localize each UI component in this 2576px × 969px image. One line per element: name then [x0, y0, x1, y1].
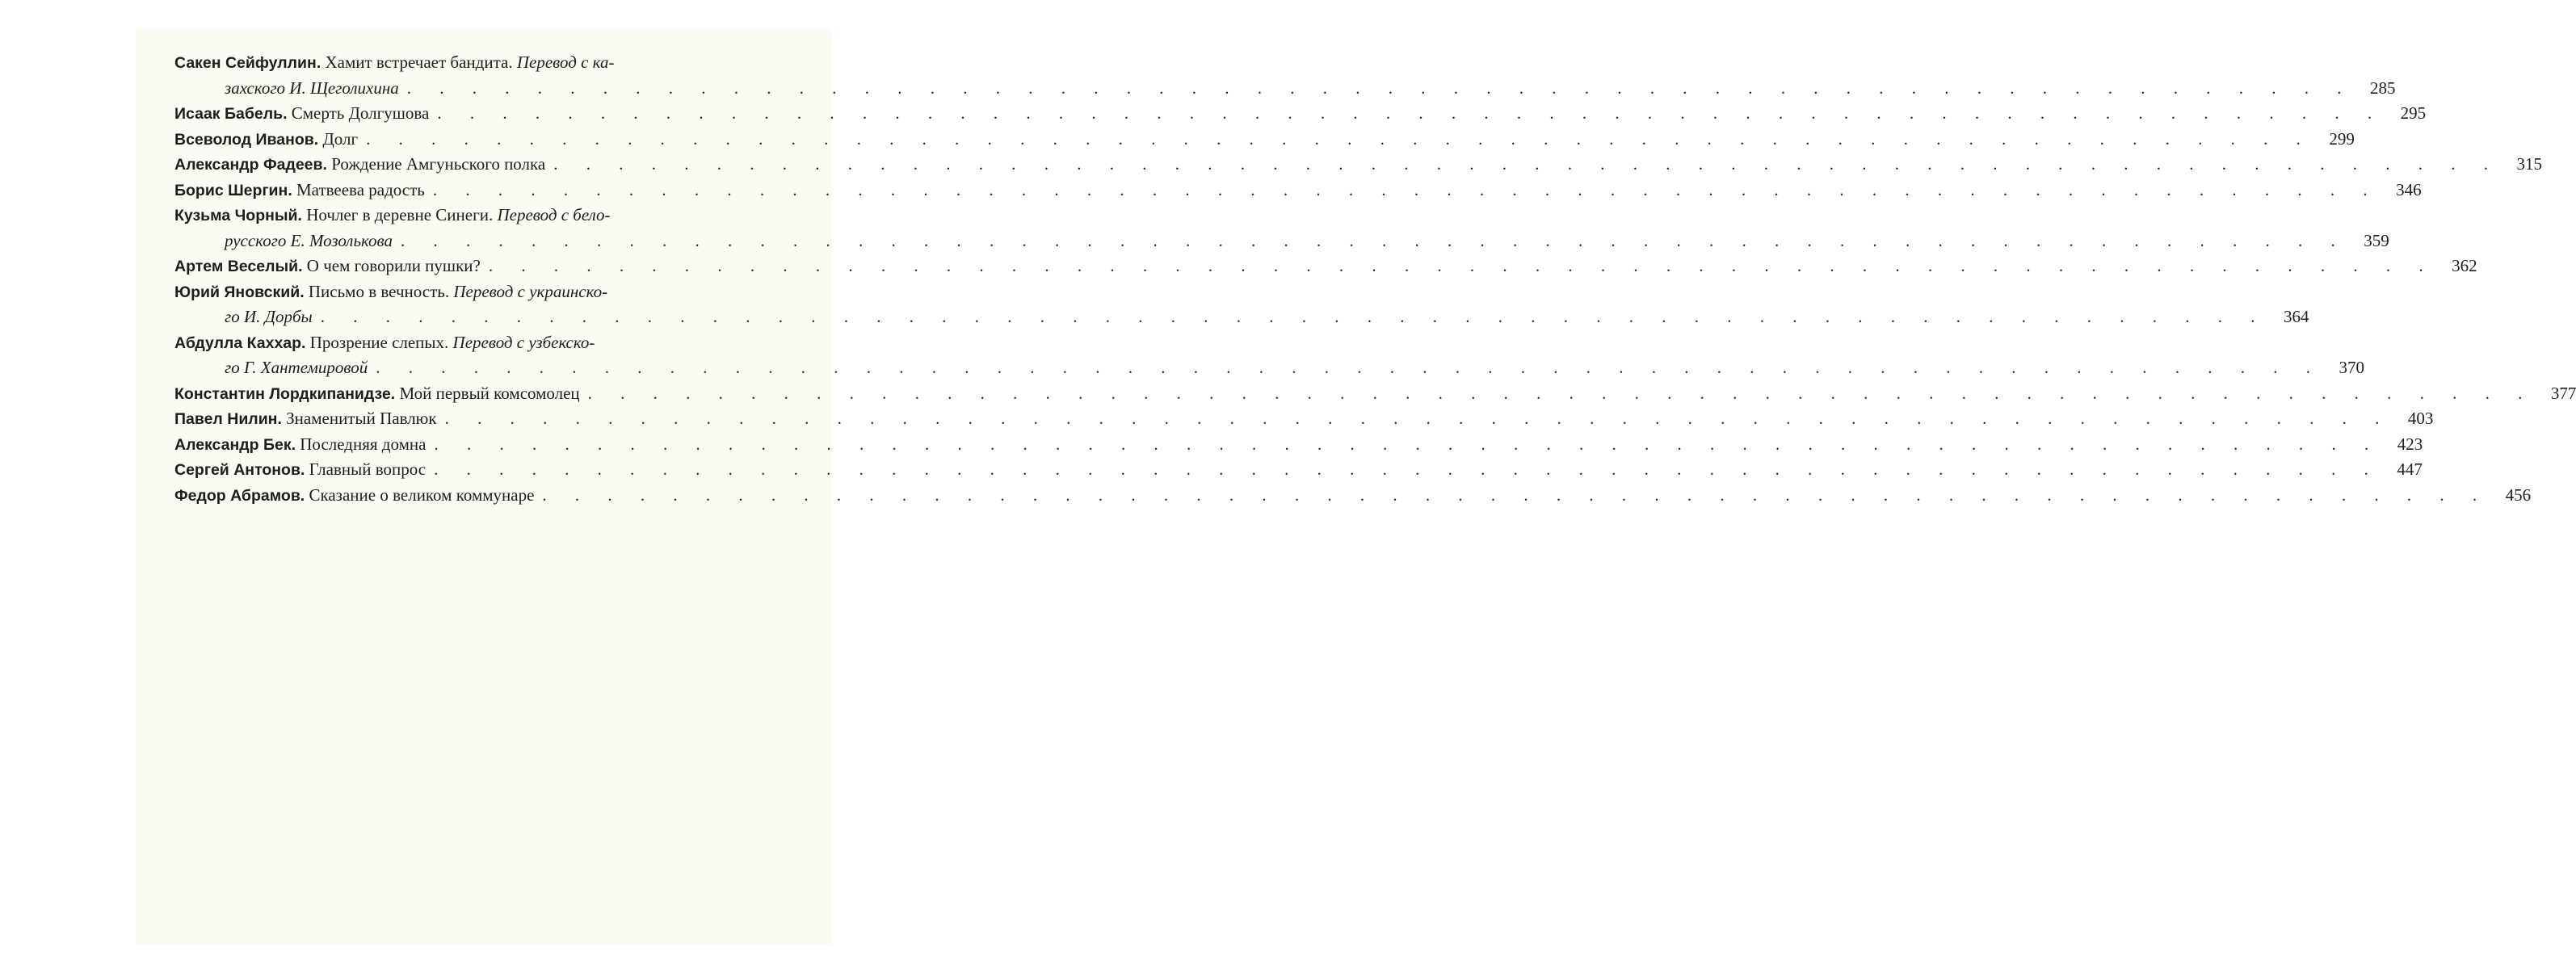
toc-page-number: 299	[2329, 128, 2355, 149]
toc-leader-dots	[437, 101, 2384, 127]
toc-entry-line	[174, 178, 2422, 203]
toc-entry-text	[174, 406, 437, 433]
toc-author: Артем Веселый.	[174, 258, 303, 275]
toc-title: Прозрение слепых.	[309, 332, 449, 352]
toc-title: Хамит встречает бандита.	[325, 52, 513, 72]
toc-entry-line	[174, 406, 2434, 432]
toc-leader-dots	[489, 254, 2435, 279]
toc-entry-line	[174, 381, 2576, 407]
toc-entry-line	[174, 50, 795, 76]
toc-entry-text	[174, 127, 358, 153]
toc-title: Главный вопрос	[309, 459, 427, 479]
toc-entry-text	[174, 50, 614, 77]
toc-entry-text	[174, 101, 429, 128]
toc-title: Письмо в вечность.	[308, 281, 450, 301]
toc-page-number: 359	[2364, 230, 2389, 250]
toc-title: Мой первый комсомолец	[399, 383, 580, 403]
toc-leader-dots	[553, 152, 2500, 178]
toc-leader-dots	[434, 457, 2381, 483]
toc-leader-dots	[433, 178, 2380, 203]
toc-translation: Перевод с ка-	[516, 52, 615, 72]
table-of-contents	[174, 50, 2576, 508]
toc-entry-line	[174, 483, 2532, 509]
toc-leader-dots	[376, 355, 2322, 381]
toc-entry-text	[174, 432, 426, 459]
toc-title: Ночлег в деревне Синеги.	[306, 205, 494, 224]
toc-page-number: 346	[2396, 179, 2422, 199]
toc-entry-line	[174, 304, 2309, 330]
toc-leader-dots	[321, 304, 2267, 330]
toc-entry-line	[174, 229, 2389, 254]
toc-entry-text	[174, 381, 580, 408]
toc-author: Сакен Сейфуллин.	[174, 54, 321, 72]
toc-entry-line	[174, 254, 2477, 279]
toc-translation: го Г. Хантемировой	[225, 358, 368, 377]
toc-author: Юрий Яновский.	[174, 283, 305, 301]
toc-entry-line	[174, 152, 2542, 178]
toc-entry-text	[174, 203, 611, 229]
toc-title: Смерть Долгушова	[291, 103, 430, 123]
toc-title: Рождение Амгуньского полка	[331, 154, 546, 174]
toc-title: О чем говорили пушки?	[306, 256, 481, 275]
toc-page-number: 370	[2339, 358, 2365, 377]
toc-entry-line	[174, 355, 2365, 381]
toc-leader-dots	[434, 432, 2381, 458]
toc-title: Матвеева радость	[296, 179, 425, 199]
toc-translation: Перевод с украинско-	[453, 281, 608, 301]
toc-entry-text	[174, 254, 481, 280]
toc-translation: Перевод с бело-	[497, 205, 611, 224]
toc-title: Сказание о великом коммунаре	[309, 484, 535, 505]
toc-author: Кузьма Чорный.	[174, 207, 302, 224]
toc-author: Павел Нилин.	[174, 410, 282, 428]
toc-translation: го И. Дорбы	[225, 307, 313, 326]
toc-entry-text	[174, 457, 426, 484]
toc-entry-line	[174, 457, 2423, 483]
toc-page-number: 447	[2397, 459, 2423, 479]
toc-author: Александр Фадеев.	[174, 156, 327, 174]
toc-entry-text	[174, 279, 607, 306]
toc-author: Исаак Бабель.	[174, 105, 288, 123]
toc-translation: захского И. Щеголихина	[225, 78, 399, 98]
toc-author: Федор Абрамов.	[174, 486, 305, 505]
toc-author: Борис Шергин.	[174, 181, 292, 199]
toc-entry-line	[174, 432, 2423, 458]
toc-translation: Перевод с узбекско-	[452, 332, 595, 352]
toc-entry-line	[174, 101, 2427, 127]
toc-entry-line	[174, 203, 795, 229]
toc-title: Последняя домна	[300, 434, 427, 454]
toc-entry-line	[174, 330, 795, 356]
toc-author: Сергей Антонов.	[174, 461, 305, 479]
toc-author: Константин Лордкипанидзе.	[174, 384, 396, 403]
toc-page-number: 285	[2369, 78, 2396, 98]
toc-page-number: 403	[2407, 409, 2434, 428]
toc-title: Долг	[322, 128, 359, 149]
toc-entry-text	[174, 483, 534, 510]
toc-translation: русского Е. Мозолькова	[225, 230, 393, 250]
toc-entry-line	[174, 76, 2396, 102]
toc-page-number: 456	[2505, 484, 2532, 505]
toc-leader-dots	[588, 381, 2535, 407]
toc-page-number: 423	[2397, 434, 2423, 454]
toc-page-number: 295	[2400, 103, 2427, 123]
toc-page-number: 315	[2516, 154, 2542, 174]
toc-page-number: 364	[2284, 307, 2309, 326]
toc-leader-dots	[542, 483, 2489, 509]
toc-entry-line	[174, 127, 2355, 153]
toc-page-number: 362	[2452, 256, 2477, 275]
toc-leader-dots	[445, 406, 2392, 432]
toc-page-number: 377	[2550, 383, 2576, 403]
toc-leader-dots	[401, 229, 2347, 254]
toc-leader-dots	[407, 76, 2354, 102]
toc-title: Знаменитый Павлюк	[286, 409, 437, 428]
toc-author: Александр Бек.	[174, 435, 296, 454]
toc-author: Абдулла Каххар.	[174, 333, 306, 352]
toc-entry-line	[174, 279, 795, 305]
toc-entry-text	[174, 330, 595, 357]
toc-author: Всеволод Иванов.	[174, 130, 319, 149]
toc-leader-dots	[366, 127, 2313, 153]
toc-entry-text	[174, 152, 545, 178]
toc-entry-text	[174, 178, 425, 204]
